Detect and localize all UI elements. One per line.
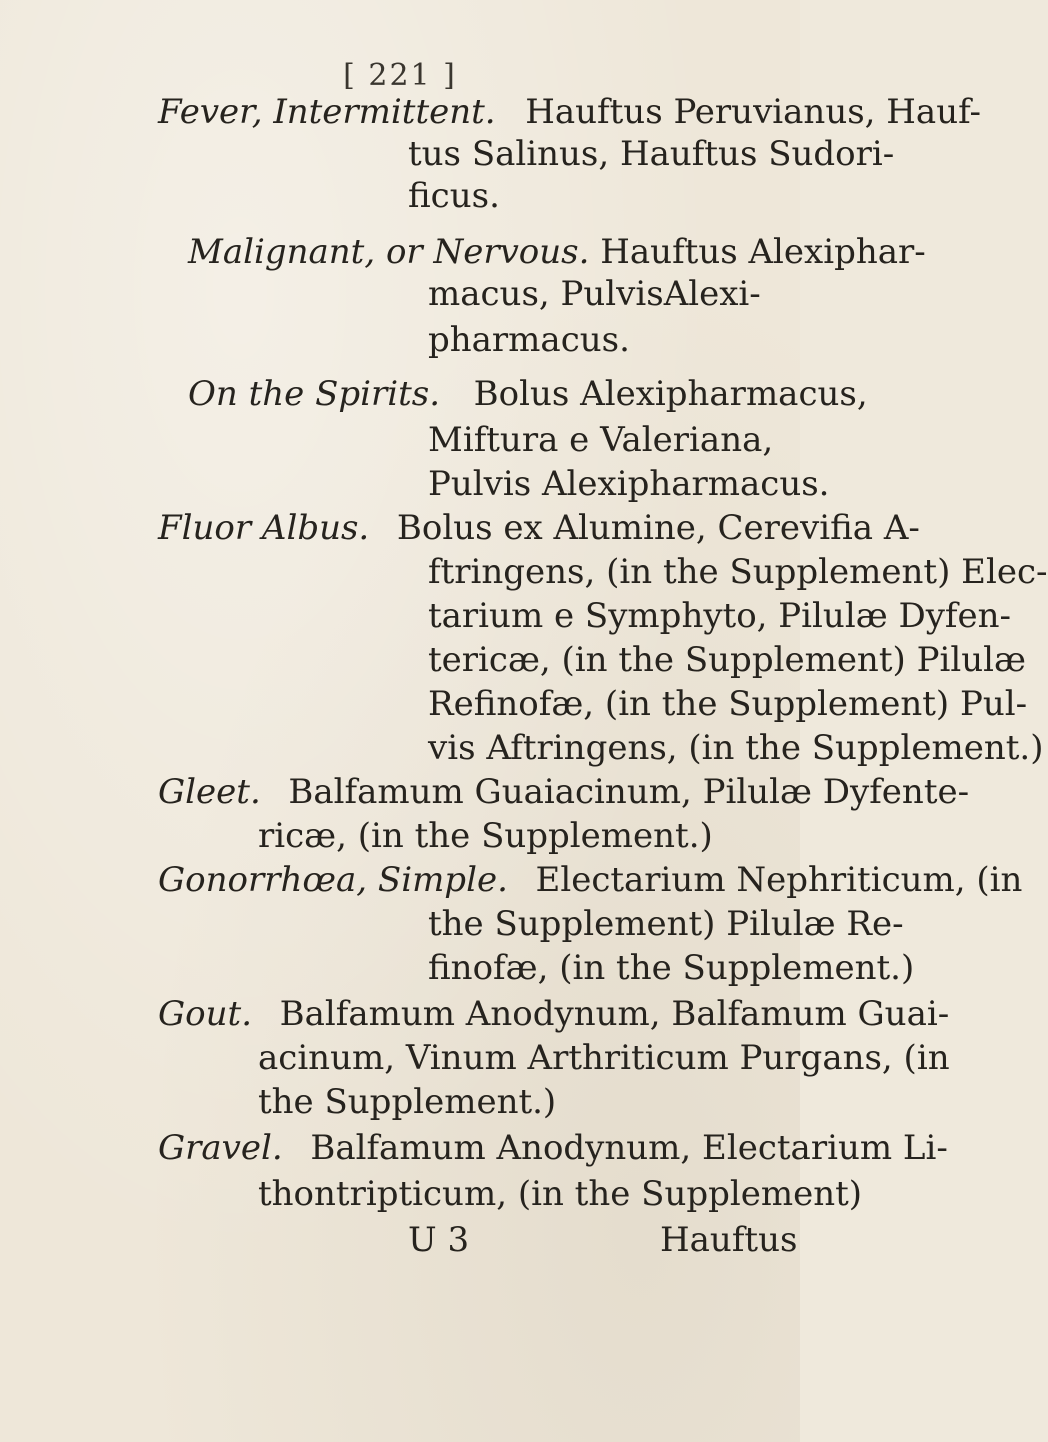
entry-text: tericæ, (in the Supplement) Pilulæ: [428, 640, 1026, 680]
entry-text: Miftura e Valeriana,: [428, 420, 774, 460]
entry-text: the Supplement.): [258, 1082, 557, 1122]
entry-fluor-albus-first-line: [158, 508, 920, 548]
entry-gout-first-line: [158, 994, 949, 1034]
entry-term: Malignant, or Nervous.: [188, 232, 590, 272]
entry-term: Gonorrhœa, Simple.: [158, 860, 508, 900]
entry-text: Bolus Alexipharmacus,: [473, 374, 868, 414]
page-number: [ 221 ]: [343, 58, 457, 93]
entry-text: ftringens, (in the Supplement) Elec-: [428, 552, 1048, 592]
entry-text: macus, PulvisAlexi-: [428, 274, 761, 314]
entry-text: tus Salinus, Hauftus Sudori-: [408, 134, 895, 174]
entry-text: Balfamum Anodynum, Balfamum Guai-: [279, 994, 950, 1034]
entry-text: Hauftus Alexiphar-: [600, 232, 926, 272]
entry-malignant-first-line: [188, 232, 926, 272]
entry-term: Gravel.: [158, 1128, 283, 1168]
entry-text: acinum, Vinum Arthriticum Purgans, (in: [258, 1038, 950, 1078]
entry-text: the Supplement) Pilulæ Re-: [428, 904, 904, 944]
entry-gleet-first-line: [158, 772, 969, 812]
entry-text: vis Aftringens, (in the Supplement.): [428, 728, 1044, 768]
entry-text: finofæ, (in the Supplement.): [428, 948, 915, 988]
entry-fever-first-line: [158, 92, 981, 132]
entry-text: Refinofæ, (in the Supplement) Pul-: [428, 684, 1028, 724]
entry-term: Fever, Intermittent.: [158, 92, 496, 132]
entry-text: Hauftus Peruvianus, Hauf-: [525, 92, 981, 132]
entry-term: Fluor Albus.: [158, 508, 370, 548]
entry-text: thontripticum, (in the Supplement): [258, 1174, 863, 1214]
entry-text: ficus.: [408, 176, 500, 216]
entry-gonorrhoea-first-line: [158, 860, 1022, 900]
entry-text: tarium e Symphyto, Pilulæ Dyfen-: [428, 596, 1012, 636]
signature-mark: U 3: [408, 1220, 470, 1260]
entry-term: On the Spirits.: [188, 374, 441, 414]
entry-text: Electarium Nephriticum, (in: [535, 860, 1023, 900]
entry-gravel-first-line: [158, 1128, 948, 1168]
entry-text: Pulvis Alexipharmacus.: [428, 464, 830, 504]
entry-text: Balfamum Anodynum, Electarium Li-: [310, 1128, 948, 1168]
catchword: Hauftus: [660, 1220, 798, 1260]
entry-text: pharmacus.: [428, 320, 630, 360]
entry-term: Gout.: [158, 994, 252, 1034]
entry-text: ricæ, (in the Supplement.): [258, 816, 713, 856]
entry-term: Gleet.: [158, 772, 261, 812]
entry-spirits-first-line: [188, 374, 868, 414]
entry-text: Bolus ex Alumine, Cerevifia A-: [396, 508, 920, 548]
entry-text: Balfamum Guaiacinum, Pilulæ Dyfente-: [288, 772, 970, 812]
